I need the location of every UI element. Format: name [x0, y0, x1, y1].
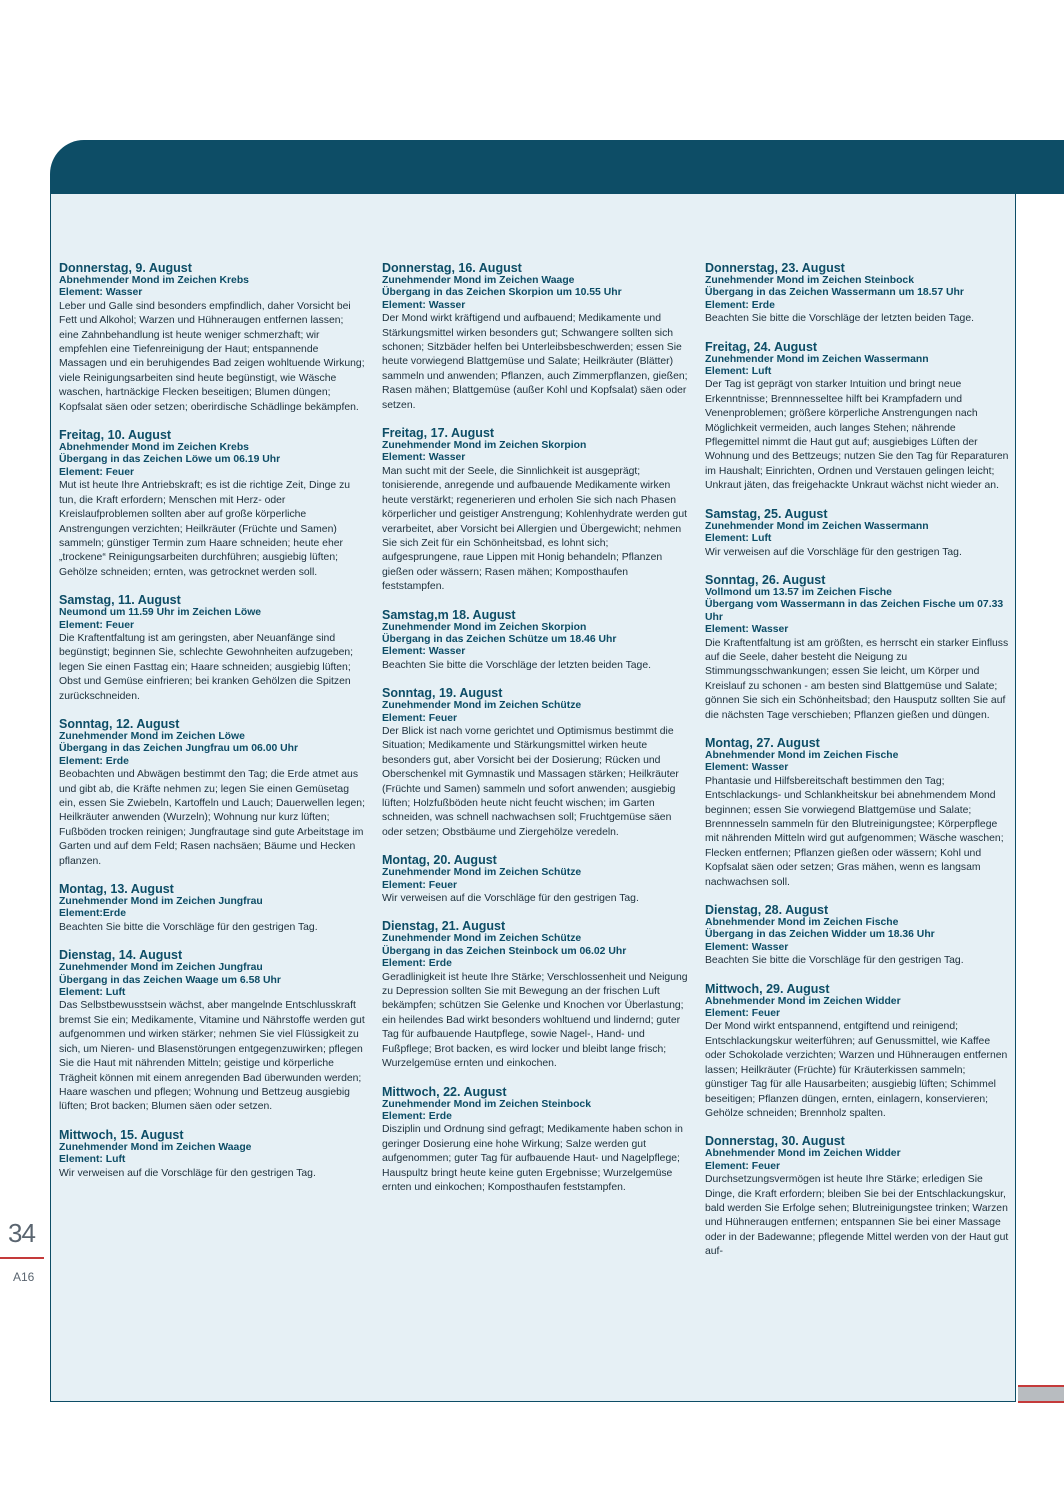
- entry-detail: Zunehmender Mond im Zeichen Skorpion: [382, 440, 587, 452]
- entry-detail: Element: Wasser: [59, 287, 143, 299]
- entry-detail: Element: Feuer: [705, 1160, 781, 1172]
- entry-detail: Element:Erde: [59, 908, 126, 920]
- entry-text: Der Tag ist geprägt von starker Intuition und bringt neue Erkenntnisse; Brennnesseltee hilft bei Krampfadern und Venenproblemen; größere körperliche Anstrengungen nach Möglichkeit vermeiden, auch langes Stehen; nährende Pflegemittel nimmt die Haut gut auf; ausgiebiges Lüften der Wohnung und des Bettzeugs; nutzen Sie den Tag für Reparaturen im Haushalt; Einrichten, Ordnen und Verstauen gelingen leicht; Unkraut jäten, das freigehackte Unkraut wächst nicht wieder an.: [705, 379, 1009, 492]
- entry-date: Montag, 13. August: [59, 882, 174, 897]
- entry-text: Die Kraftentfaltung ist am größten, es herrscht ein starker Einfluss auf die Seele, daher besteht die Neigung zu Stimmungsschwankungen; essen Sie leicht, um Körper und Kreislauf zu schonen - am besten sind Blattgemüse und Salate; gönnen Sie sich ein Schönheitsbad; den Hausputz sollten Sie auf die nächsten Tage verschieben; Pflanzen gießen und düngen.: [705, 637, 1009, 721]
- calendar-entry: [705, 736, 1011, 890]
- entry-date: Donnerstag, 16. August: [382, 261, 522, 275]
- entry-detail: Element: Feuer: [59, 466, 135, 478]
- entry-detail: Übergang in das Zeichen Waage um 6.58 Uhr: [59, 974, 281, 986]
- entry-detail: Zunehmender Mond im Zeichen Schütze: [382, 700, 582, 712]
- entry-detail: Element: Luft: [59, 1154, 126, 1166]
- calendar-entry: [382, 261, 688, 413]
- entry-date: Samstag,m 18. August: [382, 607, 516, 622]
- entry-text: Wir verweisen auf die Vorschläge für den gestrigen Tag.: [59, 1167, 316, 1179]
- entry-detail: Element: Feuer: [382, 879, 458, 891]
- entry-detail: Zunehmender Mond im Zeichen Schütze: [382, 933, 582, 945]
- entry-date: Mittwoch, 22. August: [382, 1084, 507, 1099]
- entry-text: Wir verweisen auf die Vorschläge für den gestrigen Tag.: [382, 893, 639, 905]
- calendar-entry: [59, 261, 365, 415]
- entry-detail: Abnehmender Mond im Zeichen Fische: [705, 917, 899, 929]
- entry-date: Sonntag, 19. August: [382, 686, 503, 701]
- calendar-entry: [705, 507, 1011, 560]
- page-number-rule: [0, 1257, 44, 1259]
- entry-date: Mittwoch, 15. August: [59, 1127, 184, 1142]
- column-2: [382, 261, 688, 1208]
- entry-text: Der Blick ist nach vorne gerichtet und Optimismus bestimmt die Situation; Medikamente und Stärkungsmittel wirken heute besonders gut, aber Vorsicht bei der Dosierung; Rücken und Oberschenkel mit Gymnastik und Massagen stärken; Heilkräuter (Früchte und Samen) sammeln und sofort anwenden; ausgiebig lüften; Holzfußböden heute nicht feucht wischen; im Garten schneiden, was schnell nachwachsen soll; Fruchtgemüse säen oder setzen; Obstbäume und Ziergehölze veredeln.: [382, 725, 679, 838]
- entry-detail: Zunehmender Mond im Zeichen Waage: [382, 275, 575, 286]
- calendar-entry: [705, 261, 1011, 327]
- calendar-entry: [382, 426, 688, 594]
- calendar-entry: [705, 1134, 1011, 1259]
- entry-detail: Zunehmender Mond im Zeichen Wassermann: [705, 520, 929, 532]
- entry-detail: Übergang in das Zeichen Skorpion um 10.55 Uhr: [382, 287, 622, 299]
- calendar-entry: [705, 340, 1011, 494]
- column-3: [705, 261, 1011, 1273]
- entry-detail: Element: Erde: [382, 1110, 452, 1122]
- page-number: 34: [8, 1218, 35, 1248]
- entry-detail: Element: Wasser: [705, 941, 789, 953]
- entry-date: Dienstag, 21. August: [382, 919, 506, 934]
- entry-detail: Abnehmender Mond im Zeichen Krebs: [59, 442, 249, 454]
- entry-text: Beachten Sie bitte die Vorschläge der letzten beiden Tage.: [382, 659, 651, 671]
- entry-date: Dienstag, 14. August: [59, 948, 183, 963]
- calendar-entry: [705, 903, 1011, 969]
- calendar-entry: [382, 1085, 688, 1196]
- entry-text: Phantasie und Hilfsbereitschaft bestimmen den Tag; Entschlackungs- und Schlankheitskur bei abnehmendem Mond beginnen; essen Sie vorwiegend Blattgemüse und Salate; Brennnesseln sammeln für den Blutreinigungstee; Körperpflege mit nährenden Mitteln wird gut aufgenommen; Wäsche waschen; Flecken entfernen; Pflanzen gießen oder wässern; Kohl und Kopfsalat säen oder setzen; Gras mähen, wenn es langsam nachwachsen soll.: [705, 775, 1004, 888]
- entry-text: Man sucht mit der Seele, die Sinnlichkeit ist ausgeprägt; tonisierende, anregende und aufbauende Medikamente wirken heute verstärkt; regenerieren und erholen Sie sich nach Phasen körperlicher und geistiger Anstrengung; Kohlenhydrate werden gut verarbeitet, aber Vorsicht bei Allergien und Übergewicht; nehmen Sie sich Zeit für ein Schönheitsbad, es lohnt sich; aufgesprungene, raue Lippen mit Honig behandeln; Pflanzen gießen oder wässern; Rasen mähen; Komposthaufen feststampfen.: [382, 465, 687, 593]
- entry-detail: Abnehmender Mond im Zeichen Fische: [705, 749, 899, 761]
- entry-text: Beachten Sie bitte die Vorschläge der letzten beiden Tage.: [705, 313, 974, 325]
- calendar-entry: [382, 853, 688, 906]
- calendar-entry: [382, 919, 688, 1071]
- entry-detail: Element: Luft: [705, 533, 772, 545]
- entry-detail: Zunehmender Mond im Zeichen Schütze: [382, 867, 582, 879]
- entry-detail: Element: Erde: [705, 299, 775, 311]
- calendar-entry: [382, 686, 688, 840]
- edge-accent-gray: [1018, 1387, 1064, 1401]
- entry-detail: Übergang vom Wassermann in das Zeichen Fische um 07.33 Uhr: [705, 599, 1004, 623]
- entry-text: Die Kraftentfaltung ist am geringsten, aber Neuanfänge sind begünstigt; beginnen Sie, schlechte Gewohnheiten aufzugeben; legen Sie einen Fasttag ein; Haare schneiden; ausgiebig lüften; Obst und Gemüse einfrieren; bei kranken Gehölzen die Spitzen zurückschneiden.: [59, 632, 354, 702]
- entry-detail: Element: Luft: [705, 366, 772, 378]
- entry-detail: Zunehmender Mond im Zeichen Skorpion: [382, 621, 587, 633]
- entry-date: Samstag, 11. August: [59, 593, 181, 608]
- entry-date: Freitag, 10. August: [59, 428, 172, 443]
- entry-text: Das Selbstbewusstsein wächst, aber mangelnde Entschlusskraft bremst Sie ein; Medikamente, Vitamine und Nährstoffe werden gut aufgenommen und wirken stärker; nehmen Sie viel Flüssigkeit zu sich, um Nieren- und Blasenstörungen entgegenzuwirken; pflegen Sie die Haut mit nährenden Mitteln; geistige und körperliche Trägheit können mit einem anregenden Bad überwunden werden; Haare waschen und pflegen; Wohnung und Bettzeug ausgiebig lüften; Brot backen; Blumen säen oder setzen.: [59, 1000, 365, 1113]
- entry-text: Beachten Sie bitte die Vorschläge für den gestrigen Tag.: [59, 921, 318, 933]
- entry-date: Freitag, 17. August: [382, 426, 495, 441]
- entry-date: Donnerstag, 9. August: [59, 261, 192, 275]
- entry-detail: Neumond um 11.59 Uhr im Zeichen Löwe: [59, 607, 262, 619]
- entry-detail: Zunehmender Mond im Zeichen Wassermann: [705, 353, 929, 365]
- entry-text: Wir verweisen auf die Vorschläge für den gestrigen Tag.: [705, 546, 962, 558]
- entry-date: Donnerstag, 30. August: [705, 1134, 845, 1149]
- entry-date: Montag, 27. August: [705, 735, 820, 750]
- calendar-entry: [59, 717, 365, 869]
- calendar-entry: [59, 1128, 365, 1181]
- calendar-entry: [705, 573, 1011, 723]
- entry-detail: Vollmond um 13.57 im Zeichen Fische: [705, 586, 892, 598]
- entry-detail: Übergang in das Zeichen Löwe um 06.19 Uhr: [59, 454, 281, 466]
- entry-date: Sonntag, 26. August: [705, 572, 826, 587]
- entry-detail: Abnehmender Mond im Zeichen Widder: [705, 995, 901, 1007]
- entry-detail: Abnehmender Mond im Zeichen Widder: [705, 1148, 901, 1160]
- entry-detail: Element: Erde: [382, 958, 452, 970]
- entry-detail: Zunehmender Mond im Zeichen Jungfrau: [59, 896, 263, 908]
- entry-text: Disziplin und Ordnung sind gefragt; Medikamente haben schon in geringer Dosierung eine hohe Wirkung; Salze werden gut aufgenommen; guter Tag für aufbauende Haut- und Nagelpflege; Hauspultz bringt heute keine guten Ergebnisse; Wurzelgemüse ernten und einkochen; Komposthaufen feststampfen.: [382, 1124, 683, 1193]
- entry-date: Freitag, 24. August: [705, 339, 818, 354]
- calendar-entry: [705, 982, 1011, 1122]
- entry-text: Beobachten und Abwägen bestimmt den Tag; die Erde atmet aus und gibt ab, die Kräfte nehmen zu; legen Sie einen Gemüsetag ein, essen Sie Zwiebeln, Kartoffeln und Lauch; Dauerwellen legen; Heilkräuter anwenden (Wurzeln); Wohnung nur kurz lüften; Fußböden trocken reinigen; Jungfrautage sind gute Arbeitstage im Garten und auf dem Feld; Rasen nachsäen; Bäume und Hecken pflanzen.: [59, 769, 365, 867]
- entry-text: Der Mond wirkt kräftigend und aufbauend; Medikamente und Stärkungsmittel wirken besonders gut; Schwangere sollten sich schonen; Sitzbäder helfen bei Unterleibsbeschwerden; essen Sie heute vorwiegend Blattgemüse und Salate; Heilkräuter (Blätter) sammeln und anwenden; Pflanzen, auch Zimmerpflanzen, gießen; Rasen mähen; Blattgemüse (außer Kohl und Kopfsalat) säen oder setzen.: [382, 313, 688, 411]
- entry-text: Beachten Sie bitte die Vorschläge für den gestrigen Tag.: [705, 955, 964, 967]
- entry-text: Mut ist heute Ihre Antriebskraft; es ist die richtige Zeit, Dinge zu tun, die Kraft erfordern; Menschen mit Herz- oder Kreislaufproblemen sollten aber auf große körperliche Anstrengungen verzichten; Heilkräuter (Früchte und Samen) sammeln; günstiger Termin zum Haare schneiden; heute eher „trockene“ Reinigungsarbeiten durchführen; ausgiebig lüften; Gehölze schneiden; ernten, was getrocknet werden soll.: [59, 480, 351, 578]
- entry-detail: Zunehmender Mond im Zeichen Jungfrau: [59, 962, 263, 974]
- header-band: [50, 140, 1064, 194]
- calendar-entry: [59, 428, 365, 580]
- entry-text: Leber und Galle sind besonders empfindlich, daher Vorsicht bei Fett und Alkohol; Warzen und Hühneraugen entfernen lassen; eine Zahnbehandlung ist heute weniger schmerzhaft; wir empfehlen eine Tiefenreinigung der Haut; entspannende Massagen und ein beruhigendes Bad zeigen wohltuende Wirkung; viele Reinigungsarbeiten sind heute begünstigt, wie Wäsche waschen, hartnäckige Flecken beseitigen; Blumen düngen; Kopfsalat säen oder setzen; oberirdische Schädlinge bekämpfen.: [59, 300, 365, 413]
- entry-text: Geradlinigkeit ist heute Ihre Stärke; Verschlossenheit und Neigung zu Depression sollten Sie mit Bewegung an der frischen Luft bekämpfen; schützen Sie Gelenke und Knochen vor Überlastung; ein heilendes Bad wirkt besonders wohltuend und lindernd; guter Tag für aufbauende Hautpflege, sowie Nagel-, Hand- und Fußpflege; Brot backen, es wird locker und bleibt lange frisch; Wurzelgemüse ernten und einkochen.: [382, 971, 688, 1070]
- entry-detail: Element: Feuer: [382, 712, 458, 724]
- calendar-entry: [59, 948, 365, 1114]
- entry-detail: Übergang in das Zeichen Steinbock um 06.02 Uhr: [382, 945, 627, 957]
- entry-detail: Zunehmender Mond im Zeichen Steinbock: [705, 275, 914, 286]
- entry-date: Montag, 20. August: [382, 853, 497, 868]
- calendar-entry: [382, 608, 688, 674]
- calendar-entry: [59, 593, 365, 704]
- entry-detail: Element: Feuer: [59, 619, 135, 631]
- entry-detail: Element: Luft: [59, 987, 126, 999]
- entry-date: Dienstag, 28. August: [705, 903, 829, 918]
- entry-detail: Element: Erde: [59, 755, 129, 767]
- entry-detail: Zunehmender Mond im Zeichen Löwe: [59, 730, 245, 742]
- page-code: A16: [13, 1270, 35, 1284]
- entry-date: Donnerstag, 23. August: [705, 261, 845, 275]
- entry-detail: Zunehmender Mond im Zeichen Steinbock: [382, 1098, 591, 1110]
- entry-detail: Übergang in das Zeichen Schütze um 18.46 Uhr: [382, 633, 617, 645]
- entry-detail: Element: Wasser: [382, 452, 466, 464]
- entry-detail: Element: Wasser: [382, 299, 466, 311]
- column-1: [59, 261, 365, 1194]
- entry-detail: Element: Wasser: [705, 762, 789, 774]
- entry-detail: Übergang in das Zeichen Wassermann um 18.57 Uhr: [705, 287, 964, 299]
- entry-text: Der Mond wirkt entspannend, entgiftend und reinigend; Entschlackungskur weiterführen; auf Genussmittel, wie Kaffee oder Schokolade verzichten; Warzen und Hühneraugen entfernen lassen; Heilkräuter (Früchte) für Kräuterkissen sammeln; günstiger Tag für alle Hausarbeiten; ausgiebig lüften; Schimmel beseitigen; Pflanzen düngen, ernten, einlagern, konservieren; Gehölze schneiden; Brennholz spalten.: [705, 1021, 1008, 1119]
- entry-detail: Zunehmender Mond im Zeichen Waage: [59, 1141, 252, 1153]
- entry-date: Sonntag, 12. August: [59, 716, 180, 731]
- calendar-entry: [59, 882, 365, 935]
- entry-detail: Übergang in das Zeichen Jungfrau um 06.00 Uhr: [59, 743, 299, 755]
- entry-date: Samstag, 25. August: [705, 506, 828, 521]
- entry-date: Mittwoch, 29. August: [705, 981, 830, 996]
- entry-text: Durchsetzungsvermögen ist heute Ihre Stärke; erledigen Sie Dinge, die Kraft erfordern; bleiben Sie bei der Entschlackungskur, bald werden Sie Erfolge sehen; Blutreinigungstee trinken; Warzen und Hühneraugen entfernen; entspannen Sie bei einer Massage oder in der Badewanne; pflegende Mittel werden von der Haut gut auf-: [705, 1174, 1009, 1258]
- entry-detail: Element: Feuer: [705, 1008, 781, 1020]
- entry-detail: Abnehmender Mond im Zeichen Krebs: [59, 275, 249, 286]
- entry-detail: Übergang in das Zeichen Widder um 18.36 Uhr: [705, 929, 935, 941]
- entry-detail: Element: Wasser: [382, 646, 466, 658]
- entry-detail: Element: Wasser: [705, 624, 789, 636]
